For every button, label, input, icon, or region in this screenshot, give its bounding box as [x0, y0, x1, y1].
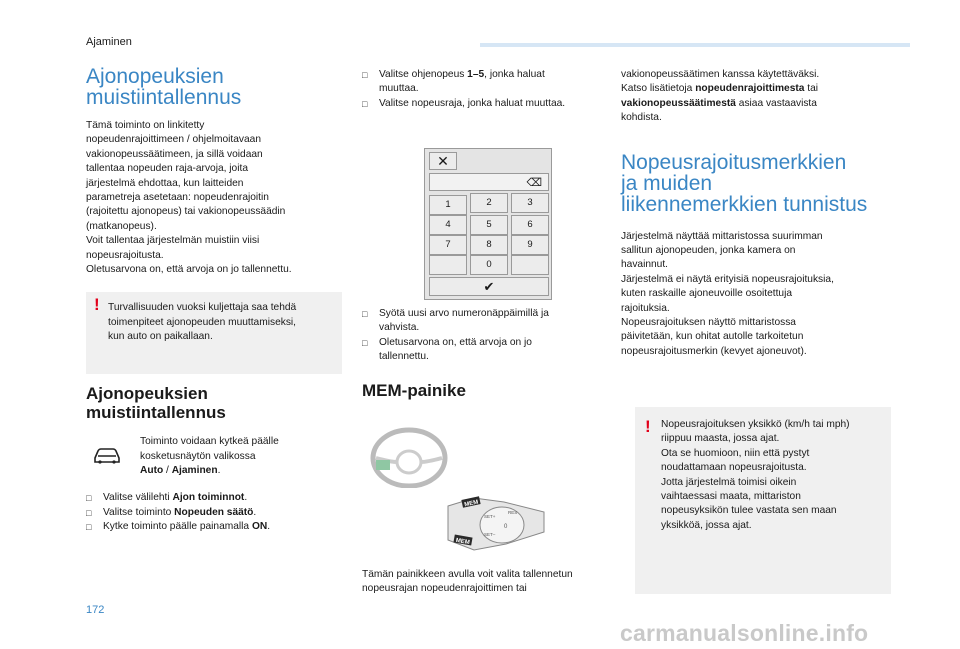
key-blank-right: [511, 255, 549, 275]
column-right: [621, 68, 893, 359]
watermark: carmanualsonline.info: [620, 620, 869, 646]
warning-icon: !: [645, 417, 651, 436]
key-4: 4: [429, 215, 467, 235]
mem-title: MEM-painike: [362, 380, 466, 400]
warning-box-units: [635, 407, 891, 594]
list-item: □ Valitse toiminto Nopeuden säätö.: [86, 506, 342, 520]
car-note: [86, 435, 342, 481]
list-item: □ Valitse ohjenopeus 1–5, jonka haluat muuttaa.: [362, 68, 612, 97]
warning-icon: !: [94, 295, 100, 315]
key-9: 9: [511, 235, 549, 255]
keypad-display: [429, 173, 549, 191]
key-3: 3: [511, 193, 549, 213]
mem-description: Tämän painikkeen avulla voit valita tallennetun nopeusrajan nopeudenrajoittimen tai: [362, 569, 573, 595]
zero-label: 0: [504, 524, 508, 530]
steps-list: [86, 491, 342, 534]
header-bar: [480, 43, 910, 47]
car-icon: [92, 445, 122, 465]
subsection-title: Ajonopeuksien muistiintallennus: [86, 384, 226, 423]
warning-text: Turvallisuuden vuoksi kuljettaja saa tehdä toimenpiteet ajonopeuden muuttamiseksi, kun auto on paikallaan.: [108, 302, 297, 343]
key-1: 1: [429, 195, 467, 215]
column-middle-mid: [362, 307, 612, 400]
set-minus-label: SET–: [484, 532, 496, 537]
key-2: 2: [470, 193, 508, 213]
car-note-end: .: [217, 465, 221, 477]
continued-text: vakionopeussäätimen kanssa käytettäväksi. Katso lisätietoja nopeudenrajoittimesta tai vakionopeussäätimestä asiaa vastaavista kohdista.: [621, 69, 820, 124]
page-number: 172: [86, 604, 105, 616]
mem-label-bottom: MEM: [455, 537, 471, 547]
car-note-text: Toiminto voidaan kytkeä päälle kosketusnäytön valikossa: [140, 436, 279, 462]
column-left: [86, 66, 342, 535]
warning-box: [86, 292, 342, 374]
key-5: 5: [470, 215, 508, 235]
traffic-sign-title: Nopeusrajoitusmerkkien ja muiden liikennemerkkien tunnistus: [621, 150, 868, 216]
list-item: □ Syötä uusi arvo numeronäppäimillä ja vahvista.: [362, 307, 612, 336]
list-item: □ Valitse nopeusraja, jonka haluat muuttaa.: [362, 97, 612, 111]
key-7: 7: [429, 235, 467, 255]
column-middle: [362, 68, 612, 111]
keypad-illustration: [424, 148, 552, 300]
key-0: 0: [470, 255, 508, 275]
close-icon: ✕: [429, 152, 457, 170]
list-item: □ Kytke toiminto päälle painamalla ON.: [86, 520, 342, 534]
steering-wheel-icon: [366, 424, 452, 488]
cruise-control-stalk-icon: [444, 492, 548, 554]
backspace-icon: ⌫: [526, 177, 542, 189]
section-title: Ajonopeuksien muistiintallennus: [86, 65, 242, 109]
key-blank-left: [429, 255, 467, 275]
mem-label-top: MEM: [463, 499, 479, 509]
car-note-sub: Ajaminen: [171, 465, 218, 477]
check-icon: ✔: [429, 277, 549, 296]
key-6: 6: [511, 215, 549, 235]
list-item: □ Valitse välilehti Ajon toiminnot.: [86, 491, 342, 505]
set-plus-label: SET+: [484, 514, 496, 519]
intro-text: Tämä toiminto on linkitetty nopeudenrajoittimeen / ohjelmoitavaan vakionopeussäätimeen, ja sillä voidaan tallentaa nopeuden raja-arvoja, joita järjestelmä ehdottaa, kun laitteiden parametreja asetetaan: nopeudenrajoitin (rajoitettu ajonopeus) tai vakionopeussäädin (matkanopeus). Voit tallentaa järjestelmän muistiin viisi nopeusrajoitusta. Oletusarvona on, että arvoja on jo tallennettu.: [86, 120, 292, 276]
car-note-sep: /: [163, 465, 172, 477]
steps-list-mid: [362, 307, 612, 365]
list-item: □ Oletusarvona on, että arvoja on jo tallennettu.: [362, 336, 612, 365]
steps-list-top: [362, 68, 612, 111]
section-header: Ajaminen: [86, 36, 132, 48]
traffic-sign-body: Järjestelmä näyttää mittaristossa suurimman sallitun ajonopeuden, jonka kamera on havainnut. Järjestelmä ei näytä erityisiä nopeusrajoituksia, kuten raskaille ajoneuvoille osoitettuja rajoituksia. Nopeusrajoituksen näyttö mittaristossa päivitetään, kun ohitat autolle tarkoitetun nopeusrajoitusmerkin (kevyet ajoneuvot).: [621, 230, 834, 357]
warning-units-text: Nopeusrajoituksen yksikkö (km/h tai mph) riippuu maasta, jossa ajat. Ota se huomioon, niin että pystyt noudattamaan nopeusrajoitusta. Jotta järjestelmä toimisi oikein vaihtaessasi maata, mittariston nopeusyksikön tulee vastata sen maan yksikköä, jossa ajat.: [661, 419, 850, 531]
res-label: RES: [508, 510, 518, 515]
key-8: 8: [470, 235, 508, 255]
car-note-menu: Auto: [140, 465, 164, 477]
